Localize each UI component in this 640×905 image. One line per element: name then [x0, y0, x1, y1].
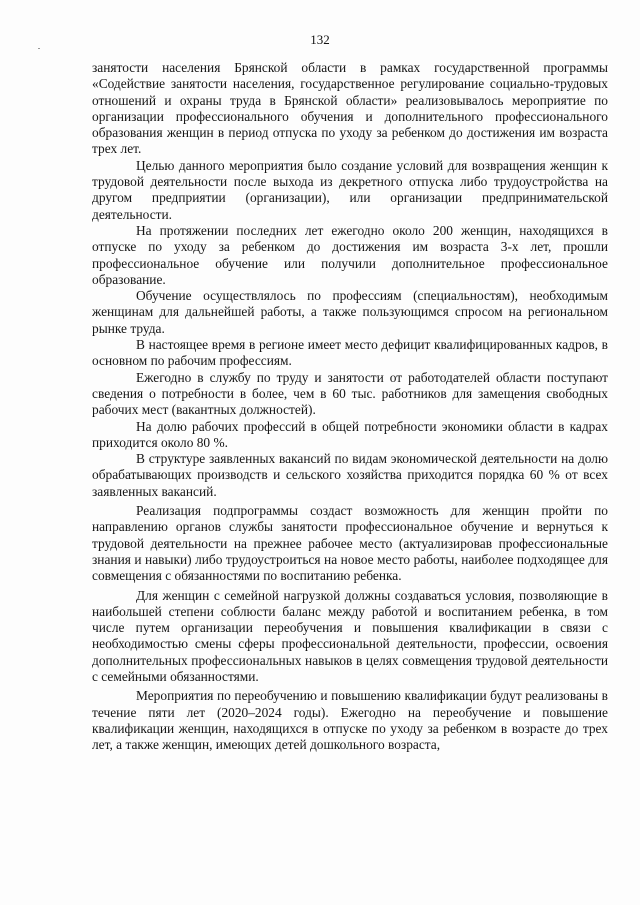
- paragraph-11: Мероприятия по переобучению и повышению квалификации будут реализованы в течение пяти лет (2020–2024 годы). Ежегодно на переобучение и повышение квалификации женщин, находящихся в отпуске по уходу за ребенком в возрасте до трех лет, а также женщин, имеющих детей дошкольного возраста,: [92, 688, 608, 753]
- paragraph-6: Ежегодно в службу по труду и занятости от работодателей области поступают сведения о потребности в более, чем в 60 тыс. работников для замещения свободных рабочих мест (вакантных должностей).: [92, 369, 608, 418]
- paragraph-3: На протяжении последних лет ежегодно около 200 женщин, находящихся в отпуске по уходу за ребенком до достижения им возраста 3-х лет, прошли профессиональное обучение или получили дополнительное профессиональное образование.: [92, 222, 608, 287]
- paragraph-4: Обучение осуществлялось по профессиям (специальностям), необходимым женщинам для дальнейшей работы, а также пользующимся спросом на региональном рынке труда.: [92, 288, 608, 336]
- paragraph-1: занятости населения Брянской области в рамках государственной программы «Содействие занятости населения, государственное регулирование социально-трудовых отношений и охраны труда в Брянской области» реализовывалось мероприятие по организации профессионального обучения и дополнительного профессионального образования женщин в период отпуска по уходу за ребенком до достижения им возраста трех лет.: [92, 60, 608, 157]
- scan-speck: [38, 48, 40, 49]
- page-number: 132: [310, 32, 330, 47]
- body-text: [92, 60, 608, 753]
- paragraph-10: Для женщин с семейной нагрузкой должны создаваться условия, позволяющие в наибольшей степени соблюсти баланс между работой и воспитанием ребенка, в том числе путем организации переобучения и повышения квалификации в связи с необходимостью смены сферы профессиональной деятельности, профессии, освоения дополнительных профессиональных навыков в целях совмещения трудовой деятельности с семейными обязанностями.: [92, 587, 608, 684]
- paragraph-8: В структуре заявленных вакансий по видам экономической деятельности на долю обрабатывающих производств и сельского хозяйства приходится порядка 60 % от всех заявленных вакансий.: [92, 451, 608, 499]
- paragraph-2: Целью данного мероприятия было создание условий для возвращения женщин к трудовой деятельности после выхода из декретного отпуска либо трудоустройства на другом предприятии (организации), или организации предпринимательской деятельности.: [92, 157, 608, 222]
- paragraph-7: На долю рабочих профессий в общей потребности экономики области в кадрах приходится около 80 %.: [92, 418, 608, 450]
- paragraph-9: Реализация подпрограммы создаст возможность для женщин пройти по направлению органов службы занятости профессиональное обучение и вернуться к трудовой деятельности на прежнее рабочее место (актуализировав профессиональные знания и навыки) либо трудоустроиться на новое место работы, наиболее подходящее для совмещения с обязанностями по воспитанию ребенка.: [92, 503, 608, 584]
- paragraph-5: В настоящее время в регионе имеет место дефицит квалифицированных кадров, в основном по рабочим профессиям.: [92, 337, 608, 369]
